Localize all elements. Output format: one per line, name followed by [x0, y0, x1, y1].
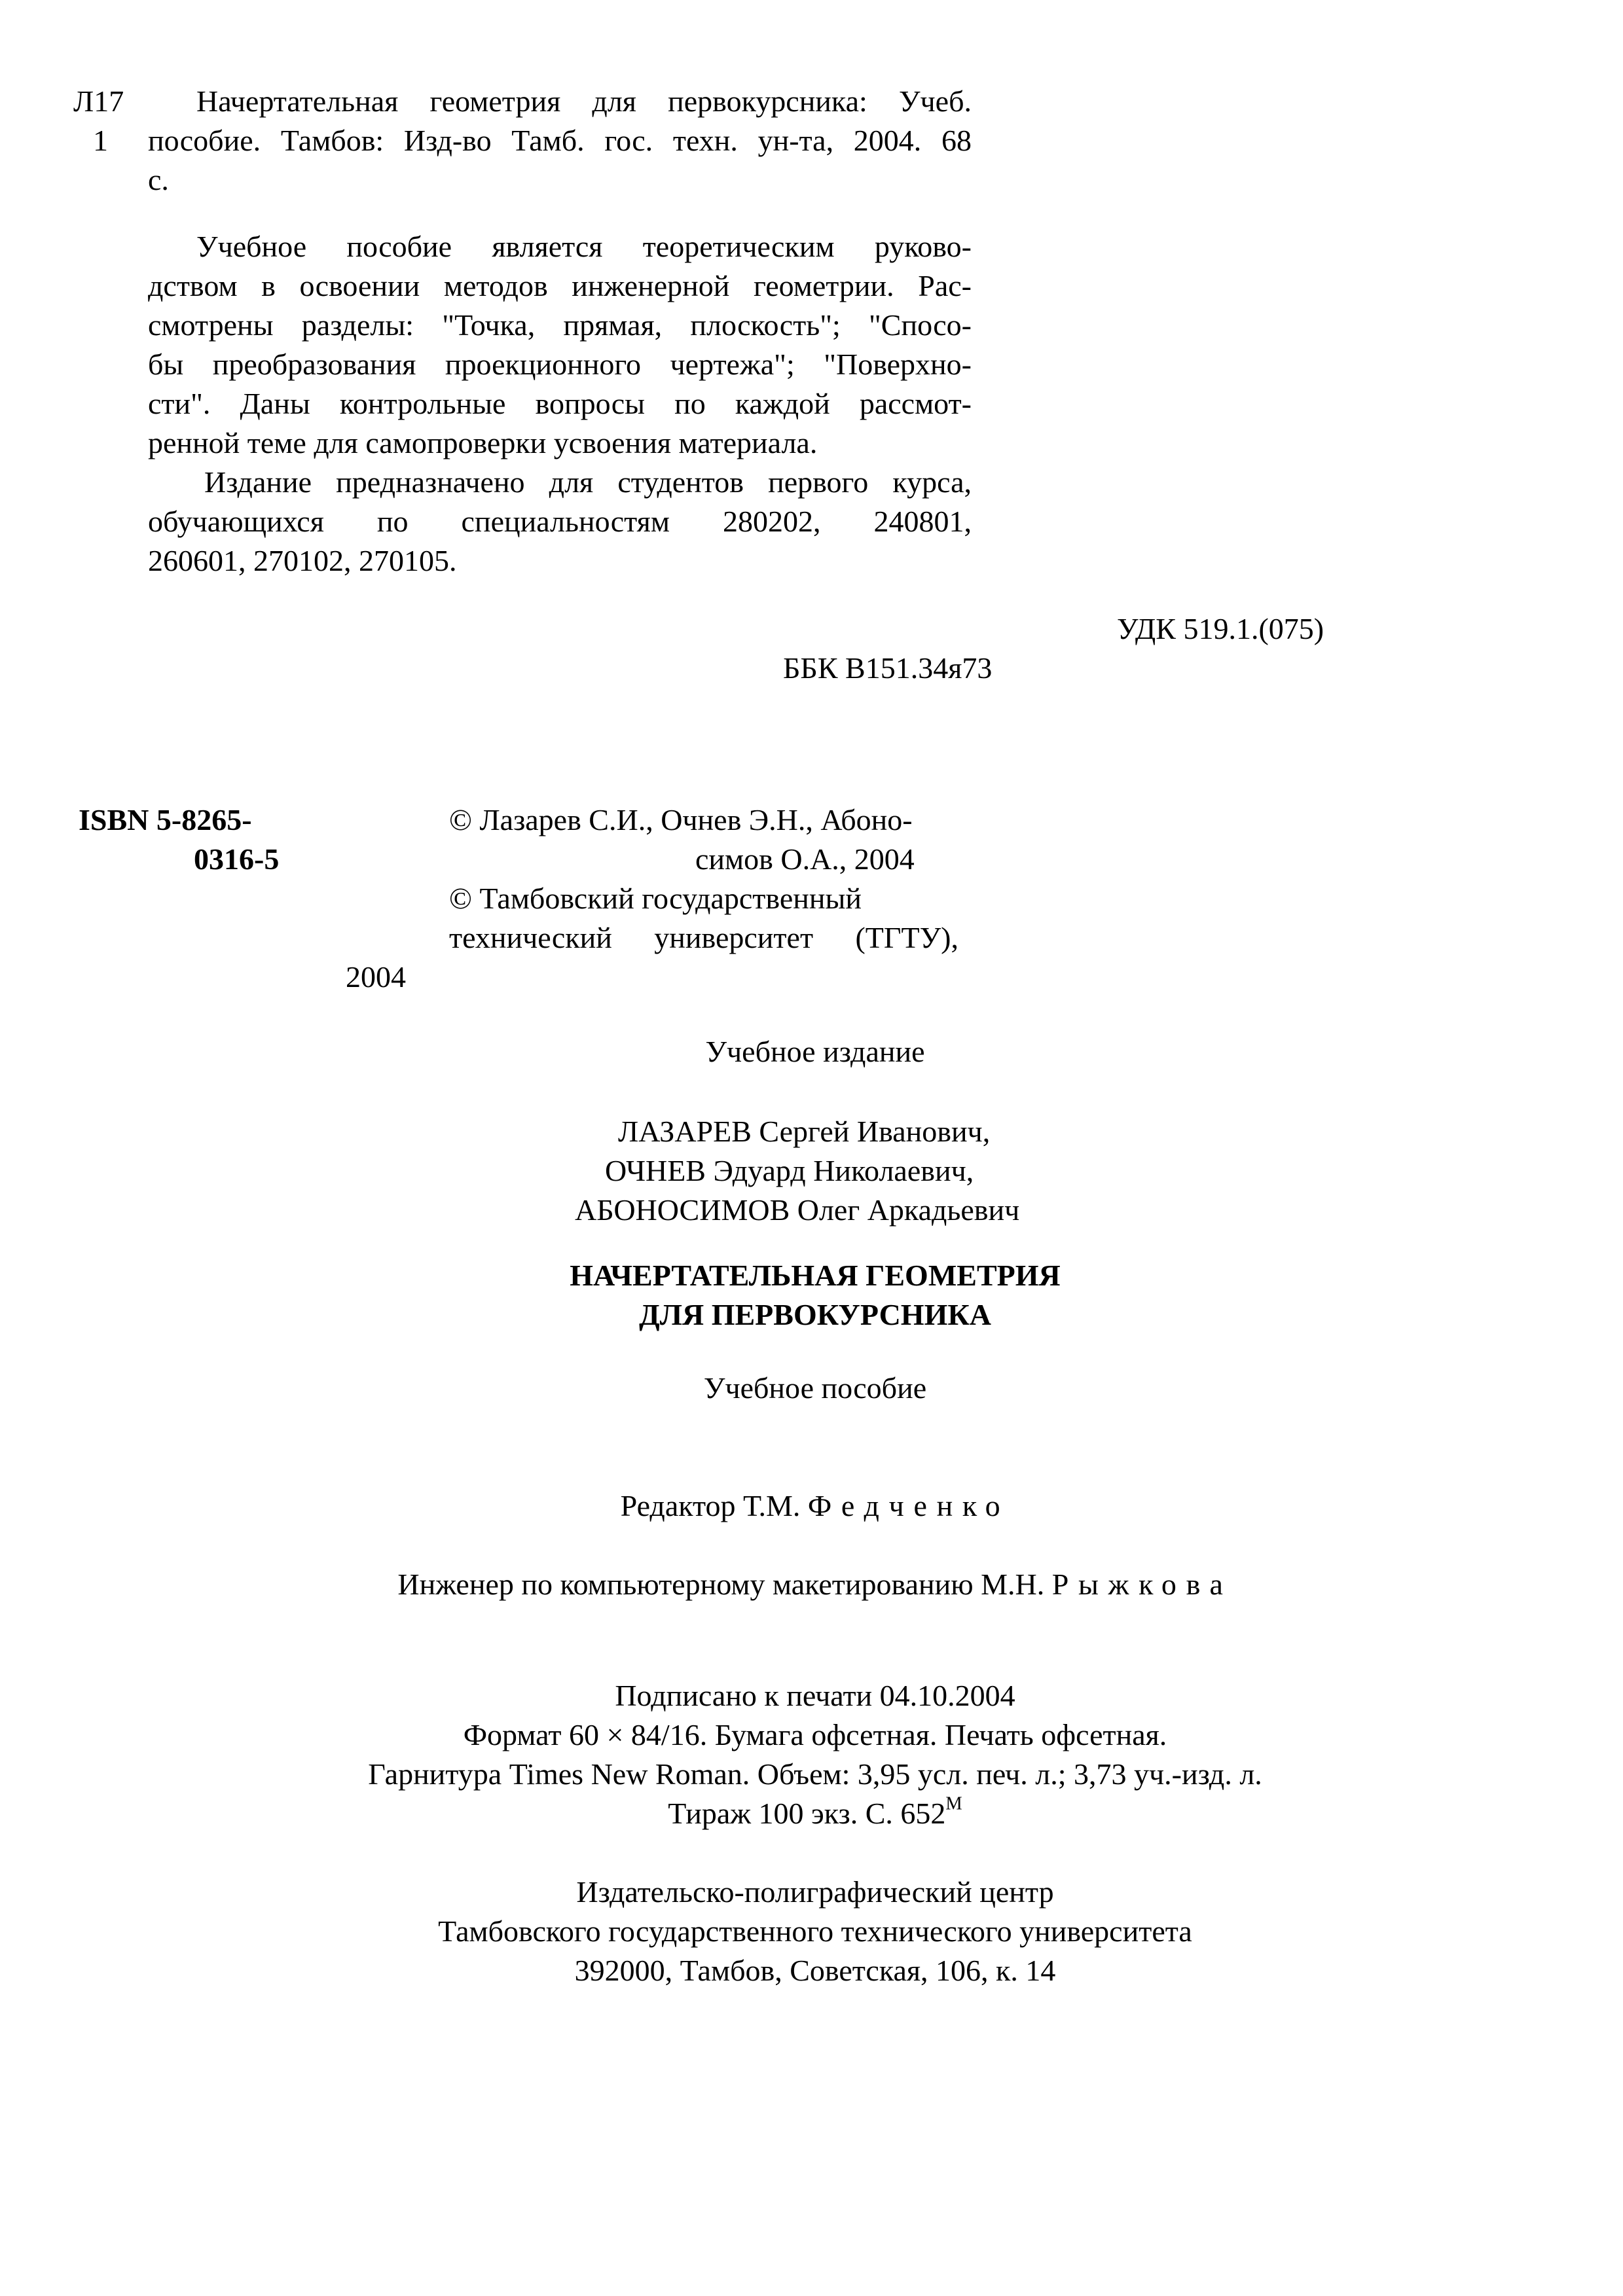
abstract-line: дством в освоении методов инженерной геометрии. Рас-	[148, 269, 972, 302]
copyright-org-line-1: © Тамбовский государственный	[449, 882, 862, 915]
editor-label: Редактор Т.М.	[620, 1489, 801, 1522]
book-title-line-2: ДЛЯ ПЕРВОКУРСНИКА	[639, 1298, 991, 1331]
udk-code: УДК 519.1.(075)	[1117, 612, 1324, 645]
audience-line: Издание предназначено для студентов первого курса,	[204, 465, 972, 499]
editor-credit	[0, 1486, 1623, 1526]
copyright-authors-line-2: симов О.А., 2004	[695, 842, 915, 876]
editor-name: Федченко	[807, 1489, 1010, 1522]
book-subtitle: Учебное пособие	[703, 1371, 927, 1405]
layout-name: Рыжкова	[1051, 1568, 1233, 1601]
author-name: ЛАЗАРЕВ Сергей Иванович,	[618, 1115, 991, 1148]
audience-line: обучающихся по специальностям 280202, 240801,	[148, 505, 972, 538]
layout-credit	[0, 1564, 1623, 1605]
isbn-line-1: ISBN 5-8265-	[79, 803, 252, 836]
annotation-line-3: с.	[148, 163, 169, 196]
publisher-address: 392000, Тамбов, Советская, 106, к. 14	[574, 1954, 1056, 1987]
annotation-line-2: пособие. Тамбов: Изд-во Тамб. гос. техн. ун-та, 2004. 68	[148, 124, 972, 157]
print-run-superscript: М	[945, 1793, 962, 1814]
abstract-line: ренной теме для самопроверки усвоения материала.	[148, 426, 818, 459]
format-info: Формат 60 × 84/16. Бумага офсетная. Печать офсетная.	[463, 1718, 1167, 1751]
isbn-line-2: 0316-5	[194, 842, 280, 876]
copyright-authors-line-1: © Лазарев С.И., Очнев Э.Н., Абоно-	[449, 803, 913, 836]
publisher-line: Тамбовского государственного технического университета	[438, 1914, 1192, 1948]
abstract-line: Учебное пособие является теоретическим руково-	[196, 230, 972, 263]
annotation-line-1: Начертательная геометрия для первокурсника: Учеб.	[196, 84, 972, 118]
edition-type: Учебное издание	[705, 1035, 925, 1068]
signed-date: Подписано к печати 04.10.2004	[615, 1679, 1015, 1712]
layout-label: Инженер по компьютерному макетированию М.Н.	[397, 1568, 1045, 1601]
library-code: Л17	[73, 84, 124, 118]
copyright-org-line-2: технический университет (ТГТУ),	[449, 921, 958, 954]
library-code-suffix: 1	[93, 124, 108, 157]
copyright-org-line-3: 2004	[346, 960, 406, 994]
abstract-line: бы преобразования проекционного чертежа"; "Поверхно-	[148, 348, 972, 381]
print-run	[0, 1793, 1623, 1834]
audience-line: 260601, 270102, 270105.	[148, 544, 457, 577]
author-name: ОЧНЕВ Эдуард Николаевич,	[605, 1154, 974, 1187]
typeface-info: Гарнитура Times New Roman. Объем: 3,95 усл. печ. л.; 3,73 уч.-изд. л.	[368, 1757, 1262, 1791]
book-title-line-1: НАЧЕРТАТЕЛЬНАЯ ГЕОМЕТРИЯ	[570, 1259, 1061, 1292]
publisher-line: Издательско-полиграфический центр	[576, 1875, 1054, 1909]
abstract-line: сти". Даны контрольные вопросы по каждой рассмот-	[148, 387, 972, 420]
abstract-line: смотрены разделы: "Точка, прямая, плоскость"; "Спосо-	[148, 308, 972, 342]
author-name: АБОНОСИМОВ Олег Аркадьевич	[575, 1193, 1020, 1227]
bbk-code: ББК В151.34я73	[783, 651, 993, 685]
print-run-text: Тираж 100 экз. С. 652	[668, 1797, 946, 1830]
